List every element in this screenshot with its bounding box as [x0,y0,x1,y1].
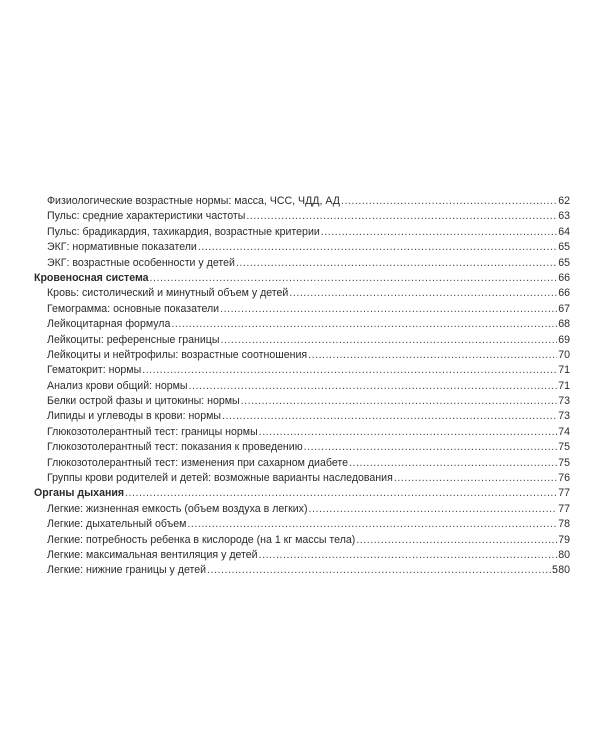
toc-entry-title: Группы крови родителей и детей: возможные варианты наследования [47,472,393,485]
toc-entry-row [34,256,570,271]
toc-entry-page: 78 [558,518,570,531]
toc-entry-page: 68 [558,318,570,331]
toc-entry-title: Глюкозотолерантный тест: изменения при сахарном диабете [47,456,348,469]
toc-entry-page: 80 [558,564,570,577]
toc-entry-title: Глюкозотолерантный тест: границы нормы [47,425,258,438]
toc-dot-leader [236,256,557,271]
toc-entry-page: 76 [558,472,570,485]
toc-entry-row [34,317,570,332]
toc-entry-page: 67 [558,302,570,315]
toc-entry-title: Легкие: максимальная вентиляция у детей [47,548,258,561]
page-number: 5 [552,564,558,576]
toc-entry-page: 75 [558,456,570,469]
toc-entry-row [34,240,570,255]
toc-entry-title: Органы дыхания [34,487,125,500]
toc-dot-leader [259,548,558,563]
toc-entry-row [34,502,570,517]
toc-entry-row [34,533,570,548]
toc-entry-page: 64 [558,225,570,238]
toc-dot-leader [241,394,558,409]
toc-entry-title: Лейкоцитарная формула [47,318,171,331]
toc-dot-leader [220,333,557,348]
toc-entry-row [34,209,570,224]
toc-entry-page: 70 [558,348,570,361]
toc-entry-row [34,548,570,563]
table-of-contents [34,194,570,579]
toc-entry-title: Физиологические возрастные нормы: масса, ЧСС, ЧДД, АД [47,195,340,207]
toc-entry-row [34,409,570,424]
toc-dot-leader [394,471,557,486]
toc-entry-page: 66 [558,287,570,300]
toc-dot-leader [171,317,557,332]
toc-entry-page: 66 [558,271,570,284]
toc-dot-leader [220,302,557,317]
toc-entry-title: Кровеносная система [34,271,149,284]
toc-entry-row [34,517,570,532]
toc-entry-title: Кровь: систолический и минутный объем у детей [47,287,289,300]
toc-dot-leader [289,286,557,301]
toc-entry-row [34,456,570,471]
toc-dot-leader [150,271,558,286]
toc-entry-title: Пульс: брадикардия, тахикардия, возрастные критерии [47,225,320,238]
toc-entry-row [34,286,570,301]
toc-dot-leader [349,456,557,471]
toc-entry-title: Пульс: средние характеристики частоты [47,210,246,223]
toc-section-row [34,486,570,501]
toc-entry-title: ЭКГ: возрастные особенности у детей [47,256,235,269]
toc-entry-title: Легкие: нижние границы у детей [47,564,207,577]
toc-dot-leader [304,440,558,455]
toc-entry-row [34,379,570,394]
toc-dot-leader [142,363,557,378]
toc-entry-title: Легкие: жизненная емкость (объем воздуха в легких) [47,502,308,515]
toc-dot-leader [189,379,558,394]
toc-entry-row [34,225,570,240]
toc-entry-page: 62 [558,195,570,207]
toc-dot-leader [125,486,557,501]
toc-entry-page: 79 [558,533,570,546]
toc-entry-row [34,425,570,440]
toc-dot-leader [356,533,557,548]
toc-entry-page: 63 [558,210,570,223]
toc-entry-row [34,348,570,363]
toc-dot-leader [321,225,557,240]
toc-dot-leader [309,502,558,517]
toc-entry-page: 71 [558,364,570,377]
toc-dot-leader [308,348,557,363]
toc-entry-title: ЭКГ: нормативные показатели [47,241,197,254]
toc-entry-page: 73 [558,395,570,408]
toc-entry-page: 69 [558,333,570,346]
toc-entry-title: Липиды и углеводы в крови: нормы [47,410,221,423]
toc-entry-title: Лейкоциты: референсные границы [47,333,220,346]
toc-entry-row [34,471,570,486]
toc-entry-page: 65 [558,256,570,269]
toc-entry-title: Лейкоциты и нейтрофилы: возрастные соотношения [47,348,308,361]
toc-entry-row [34,440,570,455]
toc-entry-title: Легкие: потребность ребенка в кислороде (на 1 кг массы тела) [47,533,356,546]
toc-entry-title: Гематокрит: нормы [47,364,142,377]
toc-entry-page: 77 [558,487,570,500]
toc-entry-row [34,394,570,409]
toc-entry-row [34,302,570,317]
toc-dot-leader [246,209,557,224]
toc-dot-leader [187,517,557,532]
toc-dot-leader [198,240,557,255]
toc-entry-title: Анализ крови общий: нормы [47,379,188,392]
toc-entry-page: 77 [558,502,570,515]
toc-dot-leader [341,194,557,209]
toc-entry-title: Легкие: дыхательный объем [47,518,187,531]
toc-dot-leader [222,409,557,424]
toc-entry-page: 65 [558,241,570,254]
toc-entry-page: 75 [558,441,570,454]
toc-entry-row [34,333,570,348]
toc-dot-leader [207,563,557,578]
toc-entry-page: 80 [558,548,570,561]
toc-entry-page: 71 [558,379,570,392]
toc-entry-row [34,563,570,578]
toc-entry-row [34,194,570,209]
toc-section-row [34,271,570,286]
toc-entry-title: Гемограмма: основные показатели [47,302,220,315]
toc-entry-row [34,363,570,378]
toc-entry-title: Глюкозотолерантный тест: показания к проведению [47,441,303,454]
toc-entry-title: Белки острой фазы и цитокины: нормы [47,395,240,408]
toc-entry-page: 73 [558,410,570,423]
toc-dot-leader [259,425,558,440]
toc-entry-page: 74 [558,425,570,438]
